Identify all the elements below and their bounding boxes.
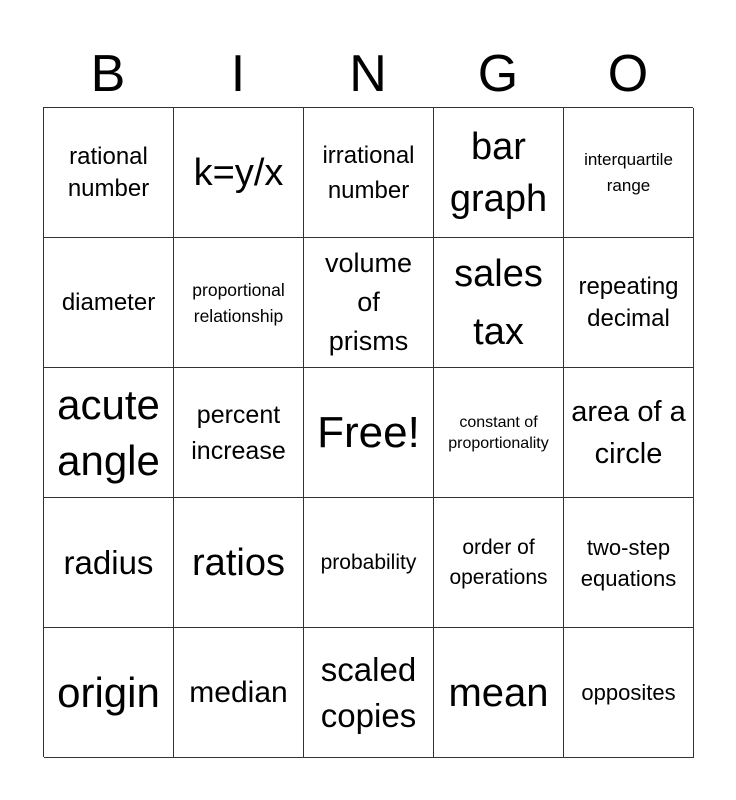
cell-label: bar graph — [449, 125, 548, 220]
cell-label: rational number — [67, 142, 150, 202]
bingo-cell-r1-c1[interactable] — [44, 108, 174, 238]
bingo-cell-r3-c5[interactable] — [564, 368, 694, 498]
cell-label: ratios — [192, 541, 285, 584]
cell-label: acute angle — [57, 380, 160, 484]
cell-label: radius — [63, 543, 154, 581]
bingo-cell-r4-c5[interactable] — [564, 498, 694, 628]
bingo-cell-r5-c5[interactable] — [564, 628, 694, 758]
bingo-cell-r4-c4[interactable] — [434, 498, 564, 628]
header-letter-b: B — [90, 45, 126, 103]
cell-label: proportional relationship — [192, 279, 285, 326]
bingo-cell-r5-c2[interactable] — [174, 628, 304, 758]
bingo-cell-r1-c5[interactable] — [564, 108, 694, 238]
bingo-cell-r5-c4[interactable] — [434, 628, 564, 758]
bingo-cell-r1-c3[interactable] — [304, 108, 434, 238]
bingo-cell-r4-c3[interactable] — [304, 498, 434, 628]
bingo-cell-r2-c1[interactable] — [44, 238, 174, 368]
header-letter-o: O — [607, 45, 649, 103]
bingo-cell-r4-c1[interactable] — [44, 498, 174, 628]
bingo-cell-r3-c1[interactable] — [44, 368, 174, 498]
bingo-cell-r2-c3[interactable] — [304, 238, 434, 368]
bingo-cell-r2-c4[interactable] — [434, 238, 564, 368]
cell-label: mean — [448, 670, 549, 715]
bingo-cell-r3-c2[interactable] — [174, 368, 304, 498]
cell-label: median — [189, 675, 288, 709]
bingo-cell-r2-c2[interactable] — [174, 238, 304, 368]
bingo-cell-r5-c3[interactable] — [304, 628, 434, 758]
cell-label: Free! — [317, 407, 420, 457]
cell-label: scaled copies — [320, 650, 417, 734]
bingo-cell-r5-c1[interactable] — [44, 628, 174, 758]
header-letter-g: G — [477, 45, 519, 103]
cell-label: k=y/x — [193, 151, 284, 194]
bingo-header — [43, 40, 693, 108]
bingo-cell-r1-c4[interactable] — [434, 108, 564, 238]
cell-label: volume of prisms — [324, 248, 413, 356]
cell-label: opposites — [581, 680, 676, 705]
bingo-board — [43, 107, 693, 757]
bingo-cell-r1-c2[interactable] — [174, 108, 304, 238]
cell-label: origin — [57, 668, 160, 716]
cell-label: percent increase — [191, 400, 286, 465]
bingo-cell-r4-c2[interactable] — [174, 498, 304, 628]
cell-label: sales tax — [454, 252, 543, 353]
cell-label: probability — [320, 551, 417, 574]
cell-label: irrational number — [322, 141, 415, 204]
bingo-cell-r3-c4[interactable] — [434, 368, 564, 498]
bingo-cell-r3-c3[interactable] — [304, 368, 434, 498]
cell-label: order of operations — [449, 535, 548, 589]
cell-label: diameter — [61, 288, 156, 316]
cell-label: constant of proportionality — [448, 413, 549, 452]
cell-label: repeating decimal — [578, 272, 679, 332]
header-letter-i: I — [230, 45, 246, 103]
header-letter-n: N — [349, 45, 387, 103]
cell-label: interquartile range — [584, 149, 673, 195]
bingo-cell-r2-c5[interactable] — [564, 238, 694, 368]
cell-label: two-step equations — [580, 534, 677, 591]
cell-label: area of a circle — [571, 395, 686, 470]
